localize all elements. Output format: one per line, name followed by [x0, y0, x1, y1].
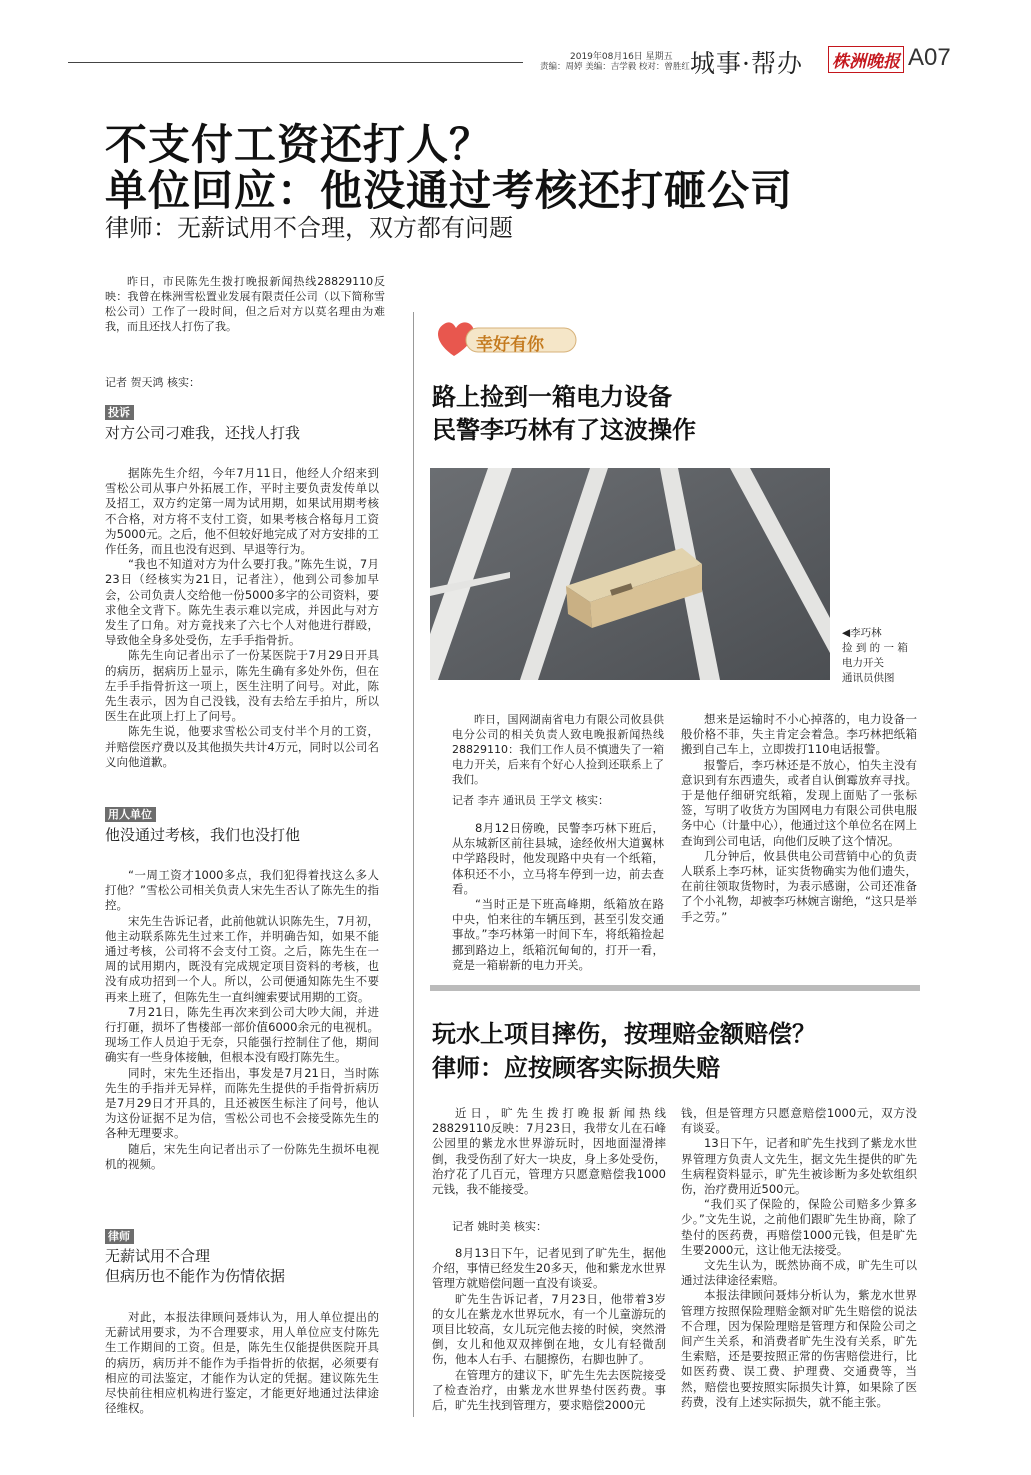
paragraph: 旷先生告诉记者，7月23日，他带着3岁的女儿在紫龙水世界玩水，有一个儿童游玩的项目比较高，女儿玩完他去接的时候，突然滑倒，女儿和他双双摔倒在地，女儿有轻微刮伤，他本人右手、右腿擦伤，右脚也肿了。	[432, 1291, 666, 1367]
paragraph: 8月12日傍晚，民警李巧林下班后，从东城新区前往县城，途经攸州大道翼林中学路段时，他发现路中央有一个纸箱，体积还不小，立马将车停到一边，前去查看。	[452, 821, 664, 896]
section-tag-lawyer	[105, 1228, 134, 1244]
caption-line: 电力开关	[842, 657, 884, 669]
complaint-body	[105, 466, 379, 770]
section-tag-employer	[105, 806, 156, 822]
paragraph: “一周工资才1000多点，我们犯得着找这么多人打他？”雪松公司相关负责人宋先生否认了陈先生的指控。	[105, 868, 379, 913]
staff-credits: 责编：周婷 美编：吉学毅 校对：曾胜红	[540, 62, 690, 72]
story3-byline: 记者 姚时美 核实：	[452, 1220, 547, 1233]
tag-label: 律师	[105, 1229, 134, 1244]
story2-col2	[681, 712, 917, 925]
section-tag-complaint	[105, 404, 134, 420]
story-separator-bar	[430, 985, 920, 991]
paragraph: 文先生认为，既然协商不成，旷先生可以通过法律途径索赔。	[681, 1258, 917, 1288]
story3-col2	[681, 1106, 917, 1410]
employer-body	[105, 868, 379, 1172]
caption-line: 捡 到 的 一 箱	[842, 642, 908, 654]
caption-line: ◀李巧林	[842, 627, 882, 639]
tag-label: 投诉	[105, 405, 134, 420]
paragraph: 同时，宋先生还指出，事发是7月21日，当时陈先生的手指并无异样，而陈先生提供的手指骨折病历是7月29日才开具的，且还被医生标注了问号，他认为这份证据不足为信，雪松公司也不会接受陈先生的各种无理要求。	[105, 1065, 379, 1141]
photo-caption	[842, 626, 908, 686]
paragraph: 近日，旷先生拨打晚报新闻热线28829110反映：7月23日，我带女儿在石峰公园里的紫龙水世界游玩时，因地面湿滑摔倒，我受伤刮了好大一块皮，身上多处受伤，治疗花了几百元，管理方只愿意赔偿我1000元钱，我不能接受。	[432, 1106, 666, 1197]
story2-byline: 记者 李卉 通讯员 王学文 核实：	[452, 794, 609, 807]
story2-headline-line1: 路上捡到一箱电力设备	[432, 382, 672, 411]
photo-box-on-road	[430, 468, 830, 680]
paragraph: 13日下午，记者和旷先生找到了紫龙水世界管理方负责人文先生，据文先生提供的旷先生病程资料显示，旷先生被诊断为多处软组织伤，治疗费用近500元。	[681, 1136, 917, 1197]
column-divider	[413, 312, 414, 1417]
paragraph: “我们买了保险的，保险公司赔多少算多少。”文先生说，之前他们跟旷先生协商，除了垫付的医药费，再赔偿1000元钱，但是旷先生要2000元，这让他无法接受。	[681, 1197, 917, 1257]
story3-headline-line2: 律师：应按顾客实际损失赔	[432, 1053, 720, 1082]
paragraph: 对此，本报法律顾问聂炜认为，用人单位提出的无薪试用要求，为不合理要求，用人单位应支付陈先生工作期间的工资。但是，陈先生仅能提供医院开具的病历，病历并不能作为手指骨折的依据，必须要有相应的司法鉴定，才能作为认定的凭据。建议陈先生尽快前往相应机构进行鉴定，才能更好地通过法律途径维权。	[105, 1310, 379, 1416]
good-deed-logo	[432, 316, 582, 362]
main-lead	[105, 274, 385, 334]
paragraph: 钱，但是管理方只愿意赔偿1000元，双方没有谈妥。	[681, 1106, 917, 1136]
caption-line: 通讯员供图	[842, 672, 895, 684]
main-headline-line2: 单位回应：他没通过考核还打砸公司	[105, 166, 794, 215]
paragraph: 几分钟后，攸县供电公司营销中心的负责人联系上李巧林，证实货物确实为他们遗失，在前往领取货物时，为表示感谢，公司还准备了个小礼物，却被李巧林婉言谢绝，“这只是举手之劳。”	[681, 848, 917, 924]
story2-lead-text: 昨日，国网湖南省电力有限公司攸县供电分公司的相关负责人致电晚报新闻热线28829110：我们工作人员不慎遗失了一箱电力开关，后来有个好心人捡到还联系上了我们。	[452, 713, 664, 786]
section-title: 城事·帮办	[690, 49, 803, 78]
story3-col1	[432, 1106, 666, 1197]
main-lead-text: 昨日，市民陈先生拨打晚报新闻热线28829110反映：我曾在株洲雪松置业发展有限责任公司（以下简称雪松公司）工作了一段时间，但之后对方以莫名理由为难我，而且还找人打伤了我。	[105, 275, 385, 333]
subsection-title-complaint: 对方公司刁难我，还找人打我	[105, 424, 301, 442]
story2-lead	[452, 712, 664, 787]
story3-headline-line1: 玩水上项目摔伤，按理赔金额赔偿？	[432, 1019, 816, 1048]
paragraph: 报警后，李巧林还是不放心，怕失主没有意识到有东西遗失，或者自认倒霉放弃寻找。于是他仔细研究纸箱，发现上面贴了一张标签，写明了收货方为国网电力有限公司供电服务中心（计量中心），他通过这个单位名在网上查询到公司电话，向他们反映了这个情况。	[681, 757, 917, 848]
issue-date: 2019年08月16日 星期五	[570, 52, 673, 62]
paragraph: 随后，宋先生向记者出示了一份陈先生损坏电视机的视频。	[105, 1141, 379, 1171]
newspaper-logo: 株洲晚报	[828, 46, 904, 73]
paragraph: 在管理方的建议下，旷先生先去医院接受了检查治疗，由紫龙水世界垫付医药费。事后，旷先生找到管理方，要求赔偿2000元	[432, 1367, 666, 1413]
paragraph: 7月21日，陈先生再次来到公司大吵大闹，并进行打砸，损坏了售楼部一部价值6000余元的电视机。现场工作人员迫于无奈，只能强行控制住了他，期间确实有一些身体接触，但根本没有殴打陈先生。	[105, 1004, 379, 1065]
paragraph: 陈先生向记者出示了一份某医院于7月29日开具的病历，据病历上显示，陈先生确有多处外伤，但在左手手指骨折这一项上，医生注明了问号。对此，陈先生表示，因为自己没钱，没有去给左手拍片，所以医生在此项上打上了问号。	[105, 648, 379, 724]
main-headline-line1: 不支付工资还打人？	[105, 120, 493, 169]
lawyer-body	[105, 1310, 379, 1416]
masthead-rule	[68, 62, 523, 63]
paragraph: “当时正是下班高峰期，纸箱放在路中央，怕来往的车辆压到，甚至引发交通事故。”李巧林第一时间下车，将纸箱捡起挪到路边上，纸箱沉甸甸的，打开一看，竟是一箱崭新的电力开关。	[452, 897, 664, 972]
paragraph: 陈先生说，他要求雪松公司支付半个月的工资，并赔偿医疗费以及其他损失共计4万元，同时以公司名义向他道歉。	[105, 724, 379, 769]
subsection-title-lawyer-1: 无薪试用不合理	[105, 1247, 211, 1265]
main-subheadline: 律师：无薪试用不合理，双方都有问题	[105, 214, 513, 242]
paragraph: 宋先生告诉记者，此前他就认识陈先生，7月初，他主动联系陈先生过来工作，并明确告知，如果不能通过考核，公司将不会支付工资。之后，陈先生在一周的试用期内，既没有完成规定项目资料的考核，也没有成功招到一个人。所以，公司便通知陈先生不要再来上班了，但陈先生一直纠缠索要试用期的工资。	[105, 913, 379, 1004]
paragraph: “我也不知道对方为什么要打我。”陈先生说，7月23日（经核实为21日，记者注），他到公司参加早会，公司负责人交给他一份5000多字的公司资料，要求他全文背下。陈先生表示难以完成，并因此与对方发生了口角。对方竟找来了六七个人对他进行群殴，导致他全身多处受伤，左手手指骨折。	[105, 557, 379, 648]
story2-headline-line2: 民警李巧林有了这波操作	[432, 415, 696, 444]
road-photo	[430, 468, 830, 680]
story2-col1	[452, 821, 664, 973]
subsection-title-employer: 他没通过考核，我们也没打他	[105, 826, 301, 844]
subsection-title-lawyer-2: 但病历也不能作为伤情依据	[105, 1267, 286, 1285]
paragraph: 想来是运输时不小心掉落的，电力设备一般价格不菲，失主肯定会着急。李巧林把纸箱搬到自己车上，立即拨打110电话报警。	[681, 712, 917, 757]
tag-label: 用人单位	[105, 807, 156, 822]
paragraph: 8月13日下午，记者见到了旷先生，据他介绍，事情已经发生20多天，他和紫龙水世界管理方就赔偿问题一直没有谈妥。	[432, 1246, 666, 1291]
paragraph: 据陈先生介绍，今年7月11日，他经人介绍来到雪松公司从事户外拓展工作，平时主要负责发传单以及招工，双方约定第一周为试用期，如果试用期考核不合格，对方将不支付工资，如果考核合格每月工资为5000元。之后，他不但较好地完成了对方安排的工作任务，而且也没有迟到、早退等行为。	[105, 466, 379, 557]
paragraph: 本报法律顾问聂炜分析认为，紫龙水世界管理方按照保险理赔金额对旷先生赔偿的说法不合理，因为保险理赔是管理方和保险公司之间产生关系，和消费者旷先生没有关系，旷先生索赔，还是要按照正常的伤害赔偿进行，比如医药费、误工费、护理费、交通费等，当然，赔偿也要按照实际损失计算，如果除了医药费，没有上述实际损失，就不能主张。	[681, 1288, 917, 1409]
page-number: A07	[908, 44, 951, 71]
main-byline: 记者 贺天鸿 核实：	[105, 376, 200, 389]
logo-text: 幸好有你	[476, 335, 544, 355]
story3-col1-cont	[432, 1246, 666, 1413]
